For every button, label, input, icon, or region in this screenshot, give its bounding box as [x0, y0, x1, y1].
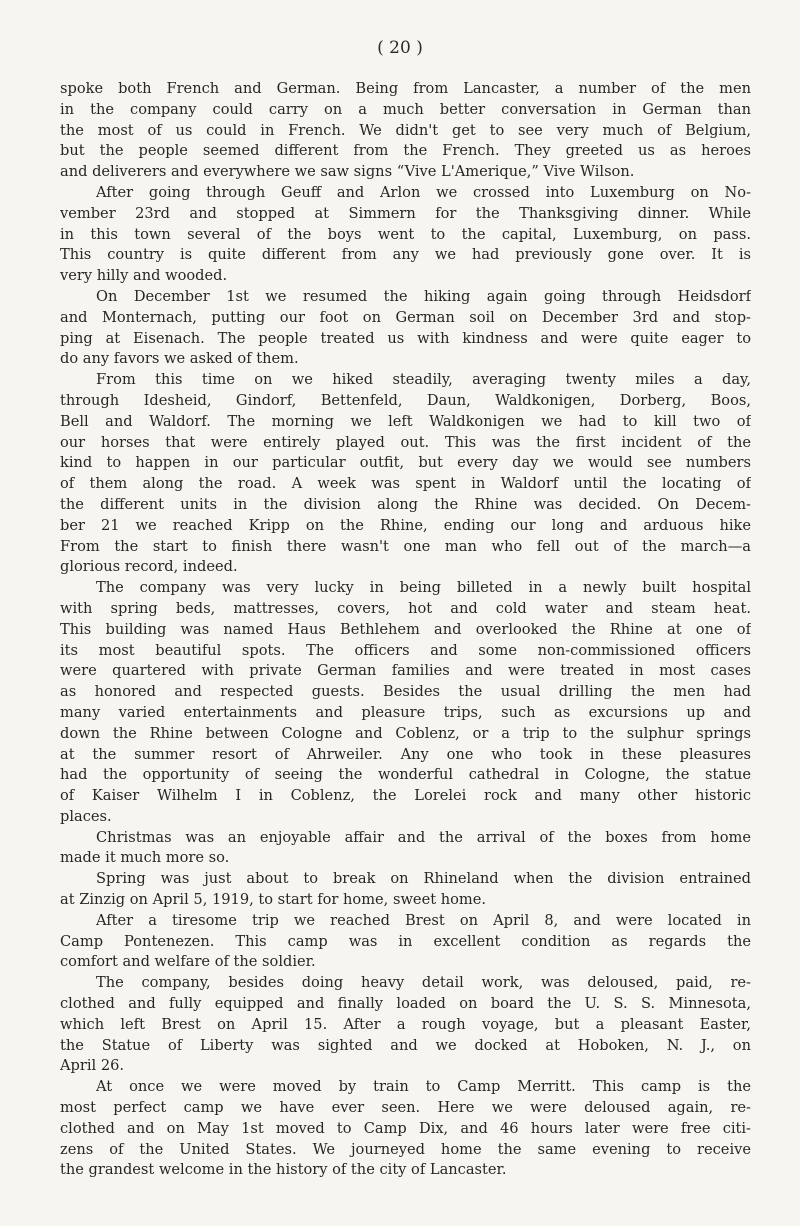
text-line: After a tiresome trip we reached Brest on April 8, and were located in: [96, 911, 751, 929]
text-line: and Monternach, putting our foot on German soil on December 3rd and stop-: [60, 308, 751, 326]
text-line: made it much more so.: [60, 849, 230, 867]
text-line: glorious record, indeed.: [60, 558, 238, 576]
text-line: our horses that were entirely played out. This was the first incident of the: [60, 433, 751, 451]
text-line: comfort and welfare of the soldier.: [60, 953, 316, 971]
text-line: which left Brest on April 15. After a rough voyage, but a pleasant Easter,: [60, 1015, 751, 1033]
text-line: places.: [60, 807, 112, 825]
body-text: [60, 79, 751, 1181]
text-line: the grandest welcome in the history of the city of Lancaster.: [60, 1161, 507, 1179]
text-line: Camp Pontenezen. This camp was in excellent condition as regards the: [60, 932, 751, 950]
text-line: and deliverers and everywhere we saw signs “Vive L'Amerique,” Vive Wilson.: [60, 163, 635, 181]
text-line: vember 23rd and stopped at Simmern for the Thanksgiving dinner. While: [60, 204, 751, 222]
text-line: many varied entertainments and pleasure trips, such as excursions up and: [60, 703, 751, 721]
text-line: had the opportunity of seeing the wonderful cathedral in Cologne, the statue: [60, 766, 751, 784]
text-line: ber 21 we reached Kripp on the Rhine, ending our long and arduous hike: [60, 516, 751, 534]
text-line: kind to happen in our particular outfit, but every day we would see numbers: [60, 454, 751, 472]
text-line: most perfect camp we have ever seen. Here we were deloused again, re-: [60, 1099, 751, 1117]
text-line: Bell and Waldorf. The morning we left Waldkonigen we had to kill two of: [60, 412, 751, 430]
text-line: spoke both French and German. Being from Lancaster, a number of the men: [60, 80, 751, 97]
text-line: On December 1st we resumed the hiking again going through Heidsdorf: [96, 287, 751, 305]
text-line: April 26.: [60, 1057, 125, 1075]
text-line: the different units in the division along the Rhine was decided. On Decem-: [60, 495, 751, 513]
text-line: Christmas was an enjoyable affair and the arrival of the boxes from home: [96, 828, 751, 846]
text-line: do any favors we asked of them.: [60, 350, 299, 368]
text-line: the most of us could in French. We didn't get to see very much of Belgium,: [60, 121, 751, 139]
text-line: clothed and on May 1st moved to Camp Dix, and 46 hours later were free citi-: [60, 1119, 751, 1137]
text-line: The company, besides doing heavy detail work, was deloused, paid, re-: [96, 974, 751, 992]
text-line: zens of the United States. We journeyed home the same evening to receive: [60, 1140, 751, 1158]
text-line: were quartered with private German families and were treated in most cases: [60, 662, 751, 680]
text-line: This country is quite different from any we had previously gone over. It is: [60, 246, 751, 264]
text-line: The company was very lucky in being billeted in a newly built hospital: [96, 579, 751, 597]
text-line: At once we were moved by train to Camp Merritt. This camp is the: [96, 1078, 751, 1096]
text-line: the Statue of Liberty was sighted and we docked at Hoboken, N. J., on: [60, 1036, 751, 1054]
text-line: Spring was just about to break on Rhineland when the division entrained: [96, 870, 751, 888]
text-line: through Idesheid, Gindorf, Bettenfeld, Daun, Waldkonigen, Dorberg, Boos,: [60, 391, 751, 409]
text-line: This building was named Haus Bethlehem and overlooked the Rhine at one of: [60, 620, 751, 638]
text-line: at Zinzig on April 5, 1919, to start for home, sweet home.: [60, 891, 487, 909]
text-line: its most beautiful spots. The officers and some non-commissioned officers: [60, 641, 751, 659]
text-line: clothed and fully equipped and finally loaded on board the U. S. S. Minnesota,: [60, 995, 751, 1013]
text-line: of them along the road. A week was spent in Waldorf until the locating of: [60, 475, 751, 493]
page-number: ( 20 ): [377, 38, 423, 58]
text-line: From this time on we hiked steadily, averaging twenty miles a day,: [96, 371, 751, 389]
text-line: From the start to finish there wasn't one man who fell out of the march—a: [60, 537, 751, 555]
text-line: down the Rhine between Cologne and Coblenz, or a trip to the sulphur springs: [60, 724, 751, 742]
text-line: ping at Eisenach. The people treated us with kindness and were quite eager to: [60, 329, 751, 347]
text-line: of Kaiser Wilhelm I in Coblenz, the Lorelei rock and many other historic: [60, 787, 751, 805]
text-line: with spring beds, mattresses, covers, hot and cold water and steam heat.: [60, 599, 751, 617]
text-line: After going through Geuff and Arlon we crossed into Luxemburg on No-: [96, 183, 751, 201]
text-line: but the people seemed different from the French. They greeted us as heroes: [60, 142, 751, 160]
text-line: as honored and respected guests. Besides the usual drilling the men had: [60, 683, 751, 701]
text-line: very hilly and wooded.: [60, 267, 228, 285]
text-line: in the company could carry on a much better conversation in German than: [60, 100, 751, 118]
text-line: in this town several of the boys went to the capital, Luxemburg, on pass.: [60, 225, 751, 243]
text-line: at the summer resort of Ahrweiler. Any one who took in these pleasures: [60, 745, 751, 763]
